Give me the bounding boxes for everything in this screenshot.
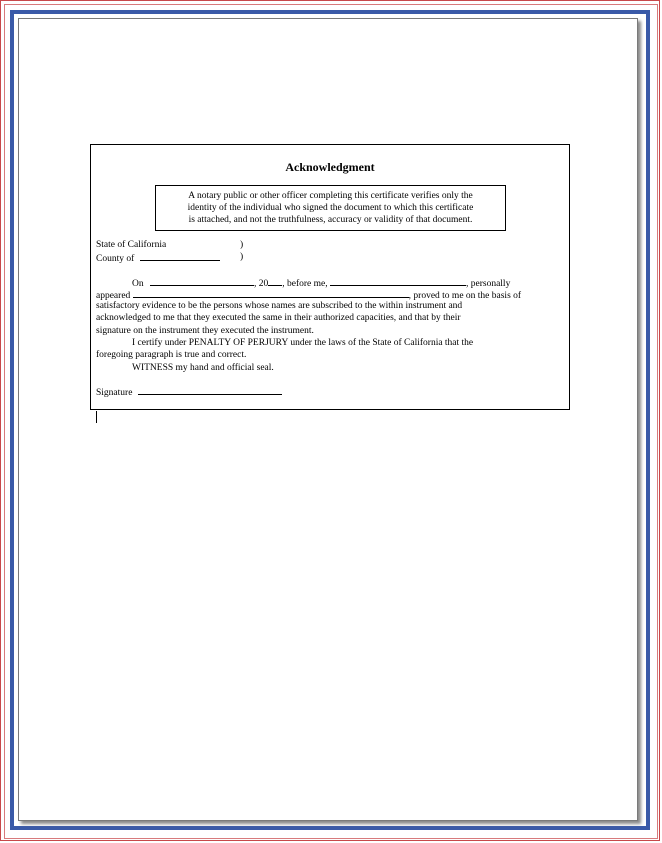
document-page[interactable] bbox=[18, 18, 638, 821]
date-blank[interactable] bbox=[150, 276, 254, 286]
signer-names-blank[interactable] bbox=[133, 288, 409, 298]
spacer bbox=[96, 264, 566, 276]
notice-line-1: A notary public or other officer completing this certificate verifies only the bbox=[188, 191, 473, 201]
county-paren: ) bbox=[240, 252, 244, 263]
notary-notice-box bbox=[155, 185, 506, 231]
appeared-row bbox=[96, 288, 566, 300]
notice-line-2: identity of the individual who signed the document to which this certificate bbox=[187, 203, 474, 213]
state-label: State of California bbox=[96, 240, 167, 250]
body-line: acknowledged to me that they executed the same in their authorized capacities, and that by their bbox=[96, 313, 461, 324]
body-line: satisfactory evidence to be the persons whose names are subscribed to the within instrument and bbox=[96, 301, 463, 312]
year-prefix: , 20 bbox=[254, 278, 269, 289]
county-blank[interactable] bbox=[140, 251, 220, 261]
before-me-label: , before me, bbox=[282, 278, 328, 289]
year-blank[interactable] bbox=[268, 276, 282, 286]
on-date-row bbox=[96, 276, 566, 288]
state-paren: ) bbox=[240, 240, 244, 250]
state-row bbox=[96, 239, 566, 251]
form-title: Acknowledgment bbox=[285, 160, 375, 174]
county-row bbox=[96, 251, 566, 263]
signature-blank[interactable] bbox=[138, 385, 282, 395]
spacer bbox=[96, 374, 566, 385]
form-body bbox=[96, 239, 566, 397]
personally-label: , personally bbox=[466, 278, 511, 289]
appeared-label: appeared bbox=[96, 290, 131, 301]
proved-label: , proved to me on the basis of bbox=[408, 290, 522, 301]
text-cursor bbox=[96, 411, 97, 423]
officer-name-blank[interactable] bbox=[330, 276, 466, 286]
body-line: signature on the instrument they executed the instrument. bbox=[96, 325, 314, 336]
certify-line: I certify under PENALTY OF PERJURY under the laws of the State of California that the bbox=[132, 338, 474, 349]
witness-line: WITNESS my hand and official seal. bbox=[132, 362, 274, 373]
signature-row bbox=[96, 385, 566, 397]
county-label: County of bbox=[96, 254, 135, 265]
body-line: foregoing paragraph is true and correct. bbox=[96, 350, 247, 361]
acknowledgment-form bbox=[90, 144, 570, 410]
signature-label: Signature bbox=[96, 387, 133, 398]
notice-line-3: is attached, and not the truthfulness, accuracy or validity of that document. bbox=[188, 215, 473, 225]
on-label: On bbox=[132, 278, 144, 289]
